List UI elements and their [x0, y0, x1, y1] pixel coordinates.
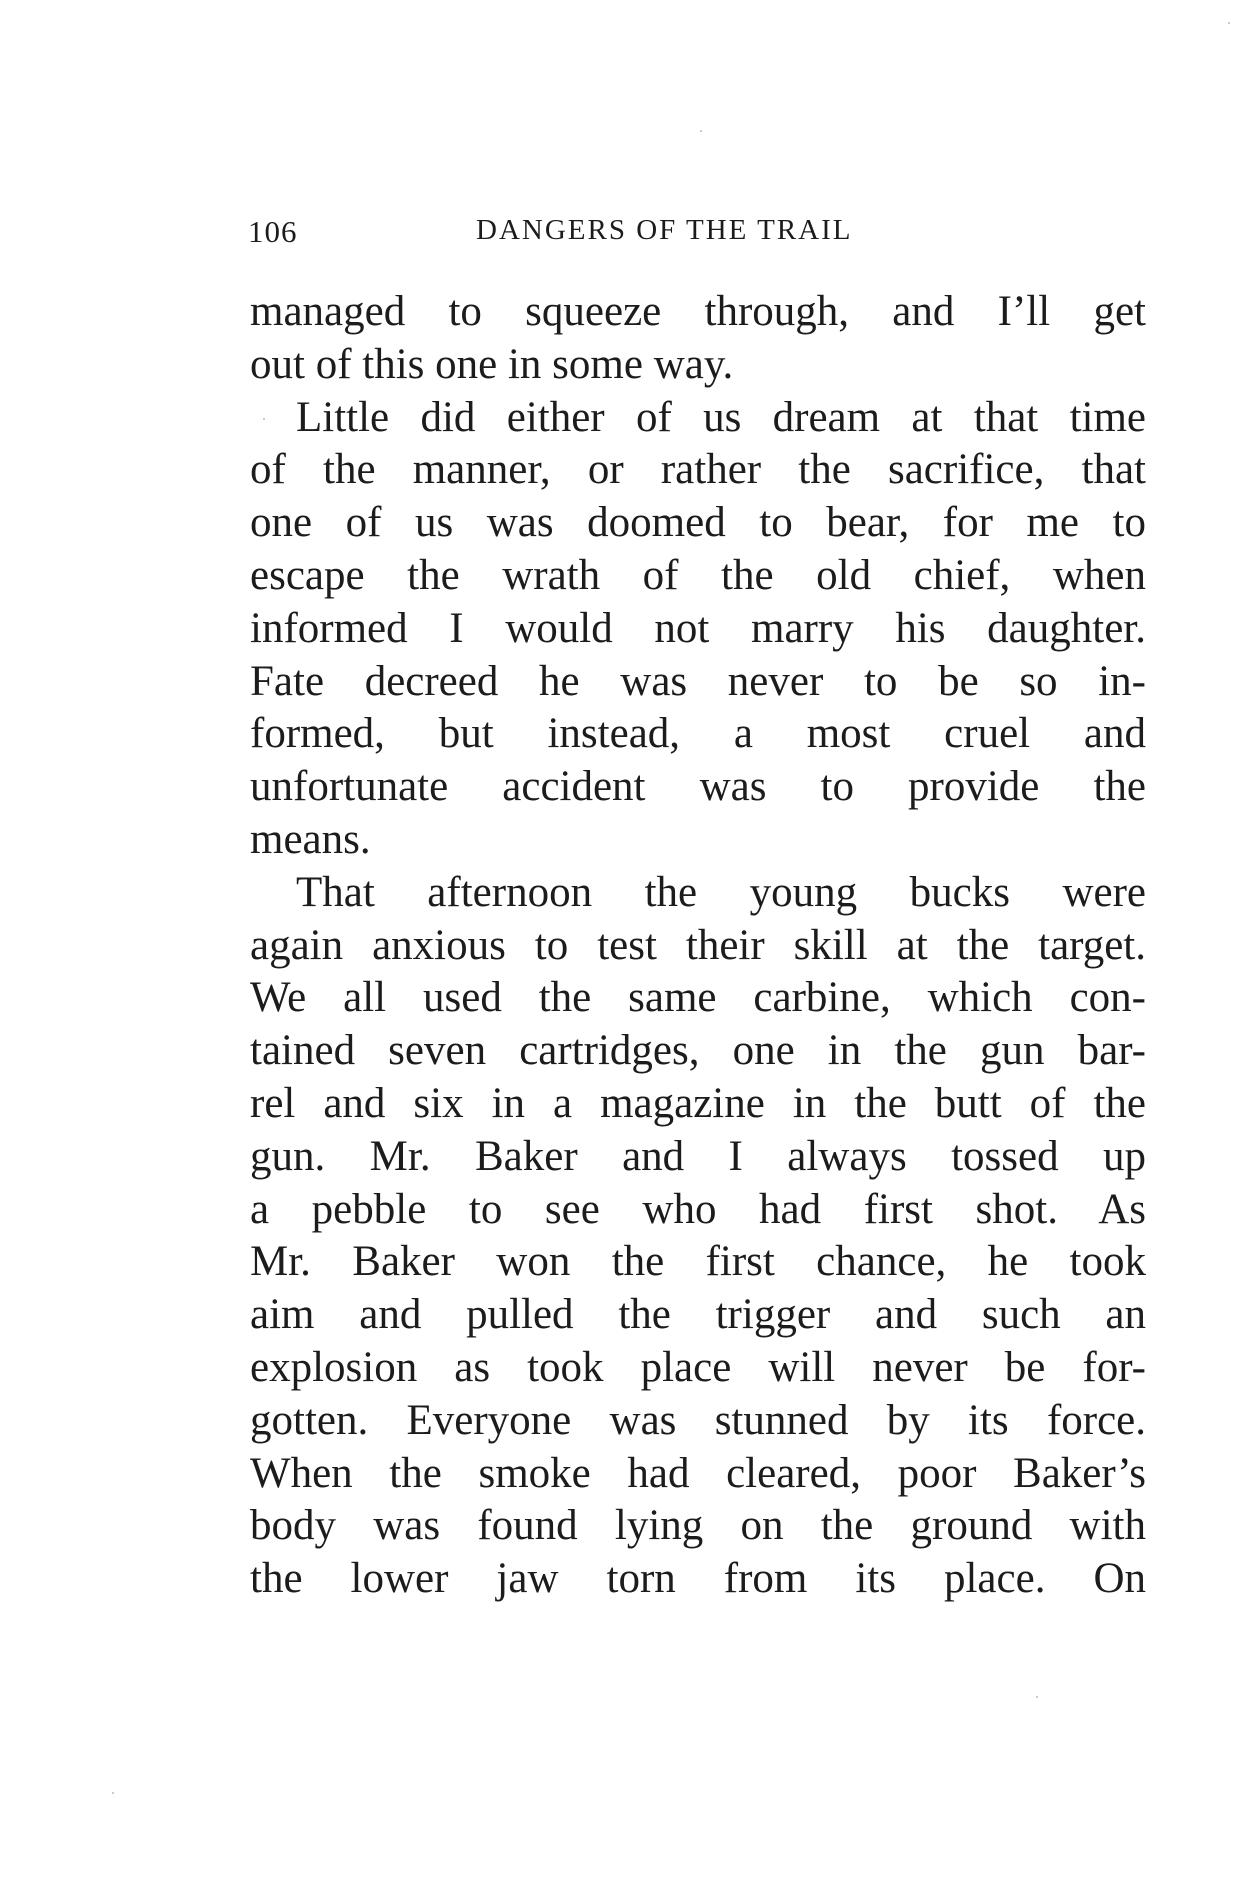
- paper-speck: [1228, 22, 1230, 24]
- text-line: When the smoke had cleared, poor Baker’s: [250, 1449, 1146, 1497]
- text-line: rel and six in a magazine in the butt of the: [250, 1079, 1146, 1127]
- text-line: the lower jaw torn from its place. On: [250, 1555, 1146, 1603]
- text-line: means.: [250, 815, 371, 863]
- text-line: body was found lying on the ground with: [250, 1502, 1146, 1550]
- running-title: DANGERS OF THE TRAIL: [476, 214, 853, 246]
- text-line: tained seven cartridges, one in the gun bar-: [250, 1027, 1146, 1075]
- text-line: of the manner, or rather the sacrifice, that: [250, 446, 1146, 494]
- text-line: out of this one in some way.: [250, 340, 734, 388]
- text-line: explosion as took place will never be for-: [250, 1343, 1146, 1391]
- paper-speck: [1036, 1696, 1038, 1698]
- body-text: [250, 286, 1146, 1606]
- text-line: a pebble to see who had first shot. As: [250, 1185, 1146, 1233]
- text-line: formed, but instead, a most cruel and: [250, 710, 1146, 758]
- page-number: 106: [248, 214, 298, 249]
- text-line: unfortunate accident was to provide the: [250, 763, 1146, 811]
- paragraph: [250, 867, 1146, 1606]
- text-line: again anxious to test their skill at the target.: [250, 921, 1146, 969]
- text-line: Fate decreed he was never to be so in-: [250, 657, 1146, 705]
- paragraph: [250, 286, 1146, 392]
- paper-speck: [112, 1792, 114, 1794]
- paper-speck: [700, 130, 702, 132]
- text-line: aim and pulled the trigger and such an: [250, 1291, 1146, 1339]
- paragraph: [250, 392, 1146, 867]
- text-line: managed to squeeze through, and I’ll get: [250, 288, 1146, 335]
- text-line: gotten. Everyone was stunned by its force.: [250, 1396, 1146, 1444]
- text-line: gun. Mr. Baker and I always tossed up: [250, 1132, 1146, 1180]
- text-line: Mr. Baker won the first chance, he took: [250, 1238, 1146, 1286]
- text-line: escape the wrath of the old chief, when: [250, 551, 1146, 599]
- text-line: That afternoon the young bucks were: [296, 868, 1146, 916]
- text-line: Little did either of us dream at that time: [296, 393, 1146, 441]
- text-line: one of us was doomed to bear, for me to: [250, 499, 1146, 547]
- text-line: informed I would not marry his daughter.: [250, 604, 1146, 652]
- running-head: [248, 214, 1144, 254]
- text-line: We all used the same carbine, which con-: [250, 974, 1146, 1022]
